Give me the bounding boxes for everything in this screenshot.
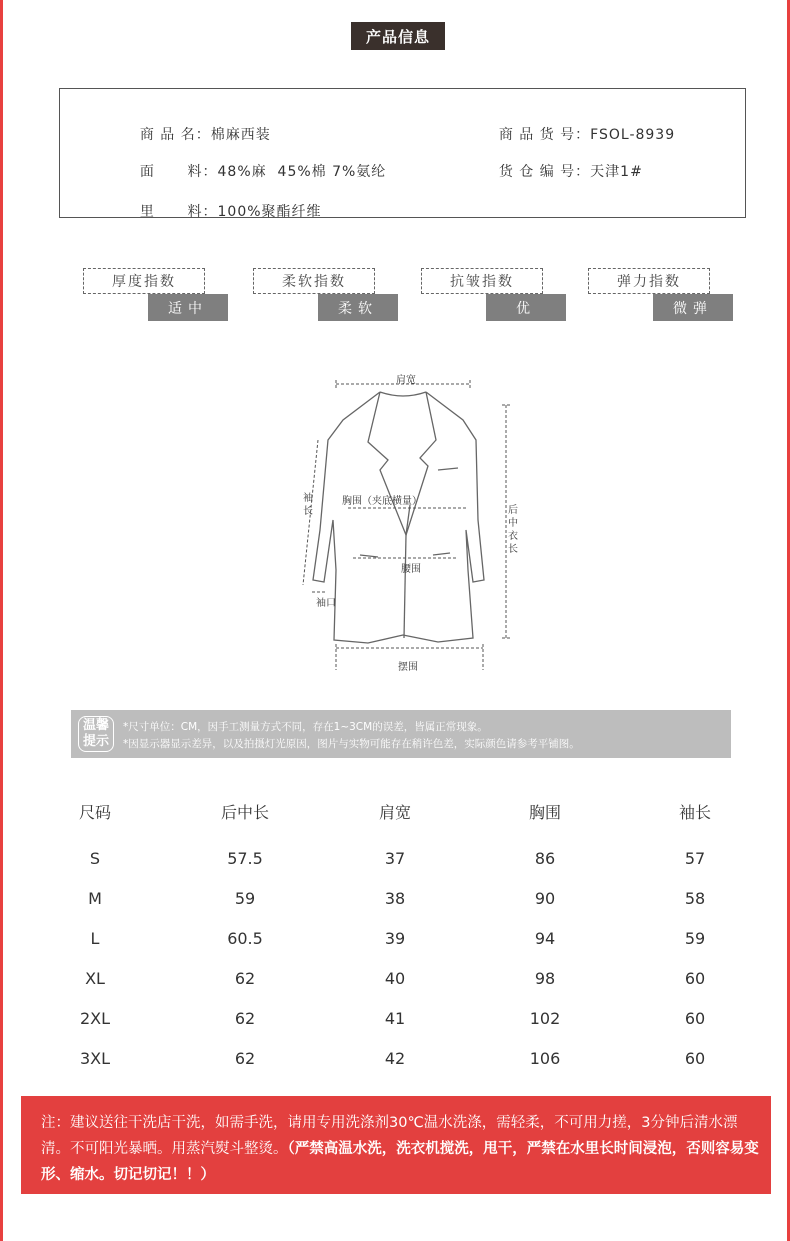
cell-chest: 106: [529, 1049, 561, 1068]
cell-size: 2XL: [79, 1009, 111, 1028]
index-wrinkle-label: 抗皱指数: [421, 268, 543, 294]
warm-tip-badge: [78, 716, 114, 752]
tip-badge-line-2: 提示: [82, 734, 109, 749]
lining-row: [118, 185, 322, 237]
section-title: 产品信息: [351, 22, 445, 50]
cell-sleeve: 60: [684, 969, 706, 988]
product-name-value: 棉麻西装: [210, 127, 271, 143]
label-sleeve-1: 袖: [303, 493, 313, 504]
measurement-diagram: [298, 370, 528, 675]
header-shoulder: 肩宽: [378, 803, 411, 822]
header-sleeve: 袖长: [678, 803, 711, 822]
cell-shoulder: 37: [384, 849, 406, 868]
lining-value: 100%聚酯纤维: [217, 204, 322, 220]
cell-shoulder: 38: [384, 889, 406, 908]
cell-sleeve: 60: [684, 1009, 706, 1028]
cell-shoulder: 41: [384, 1009, 406, 1028]
cell-chest: 86: [534, 849, 556, 868]
fabric-value: 48%麻 45%棉 7%氨纶: [217, 164, 387, 180]
label-back-2: 中: [508, 518, 518, 529]
index-softness-value: 柔软: [318, 294, 398, 321]
cell-back-length: 60.5: [227, 929, 263, 948]
cell-back-length: 57.5: [227, 849, 263, 868]
label-back-1: 后: [508, 505, 518, 516]
product-sku-label: 商 品 货 号：: [498, 127, 591, 143]
label-back-3: 衣: [508, 531, 518, 542]
index-thickness-label: 厚度指数: [83, 268, 205, 294]
label-hem: 摆围: [398, 662, 418, 673]
warm-tip-bar: [71, 710, 731, 758]
label-cuff: 袖口: [316, 598, 336, 609]
cell-size: L: [90, 929, 100, 948]
warehouse-label: 货 仓 编 号：: [498, 164, 591, 180]
index-wrinkle-value: 优: [486, 294, 566, 321]
tip-line-2: *因显示器显示差异，以及拍摄灯光原因，图片与实物可能存在稍许色差，实际颜色请参考平铺图。: [123, 738, 580, 750]
cell-shoulder: 39: [384, 929, 406, 948]
label-sleeve: [303, 492, 313, 518]
warehouse-row: [477, 145, 643, 197]
cell-sleeve: 58: [684, 889, 706, 908]
index-thickness-value: 适中: [148, 294, 228, 321]
label-shoulder: 肩宽: [396, 375, 416, 386]
cell-size: M: [88, 889, 102, 908]
label-waist: 腰围: [401, 564, 421, 575]
cell-shoulder: 40: [384, 969, 406, 988]
cell-shoulder: 42: [384, 1049, 406, 1068]
label-chest: 胸围（夹底横量）: [342, 496, 422, 507]
warehouse-value: 天津1#: [590, 164, 643, 180]
care-note-text: 注：建议送往干洗店干洗，如需手洗，请用专用洗涤剂30℃温水洗涤，需轻柔，不可用力搓，3分钟后清水漂清。不可阳光暴晒。用蒸汽熨斗整烫。: [41, 1115, 738, 1157]
label-back-4: 长: [508, 544, 518, 555]
tip-line-1: *尺寸单位：CM，因手工测量方式不同，存在1~3CM的误差，皆属正常现象。: [123, 721, 488, 733]
cell-back-length: 62: [234, 1009, 256, 1028]
header-back-length: 后中长: [220, 803, 269, 822]
product-sku-value: FSOL-8939: [590, 127, 676, 143]
index-elasticity-label: 弹力指数: [588, 268, 710, 294]
cell-size: XL: [85, 969, 105, 988]
cell-sleeve: 59: [684, 929, 706, 948]
lining-label: 里 料：: [139, 204, 218, 220]
index-softness-label: 柔软指数: [253, 268, 375, 294]
cell-sleeve: 60: [684, 1049, 706, 1068]
blazer-illustration: [298, 370, 528, 675]
header-chest: 胸围: [528, 803, 561, 822]
cell-chest: 98: [534, 969, 556, 988]
cell-back-length: 62: [234, 1049, 256, 1068]
label-back-length: [508, 504, 518, 556]
index-elasticity-value: 微弹: [653, 294, 733, 321]
care-note: [21, 1096, 771, 1194]
care-note-warning: （严禁高温水洗，洗衣机搅洗，甩干，严禁在水里长时间浸泡，否则容易变形、缩水。切记切记！！）: [41, 1141, 759, 1183]
cell-chest: 102: [529, 1009, 561, 1028]
label-sleeve-2: 长: [303, 506, 313, 517]
product-name-label: 商 品 名：: [139, 127, 211, 143]
cell-back-length: 62: [234, 969, 256, 988]
tip-badge-line-1: 温馨: [82, 718, 109, 733]
cell-size: 3XL: [79, 1049, 111, 1068]
cell-back-length: 59: [234, 889, 256, 908]
cell-chest: 90: [534, 889, 556, 908]
cell-chest: 94: [534, 929, 556, 948]
cell-size: S: [89, 849, 101, 868]
product-info-box: [59, 88, 746, 218]
cell-sleeve: 57: [684, 849, 706, 868]
fabric-label: 面 料：: [139, 164, 218, 180]
header-size: 尺码: [78, 803, 111, 822]
